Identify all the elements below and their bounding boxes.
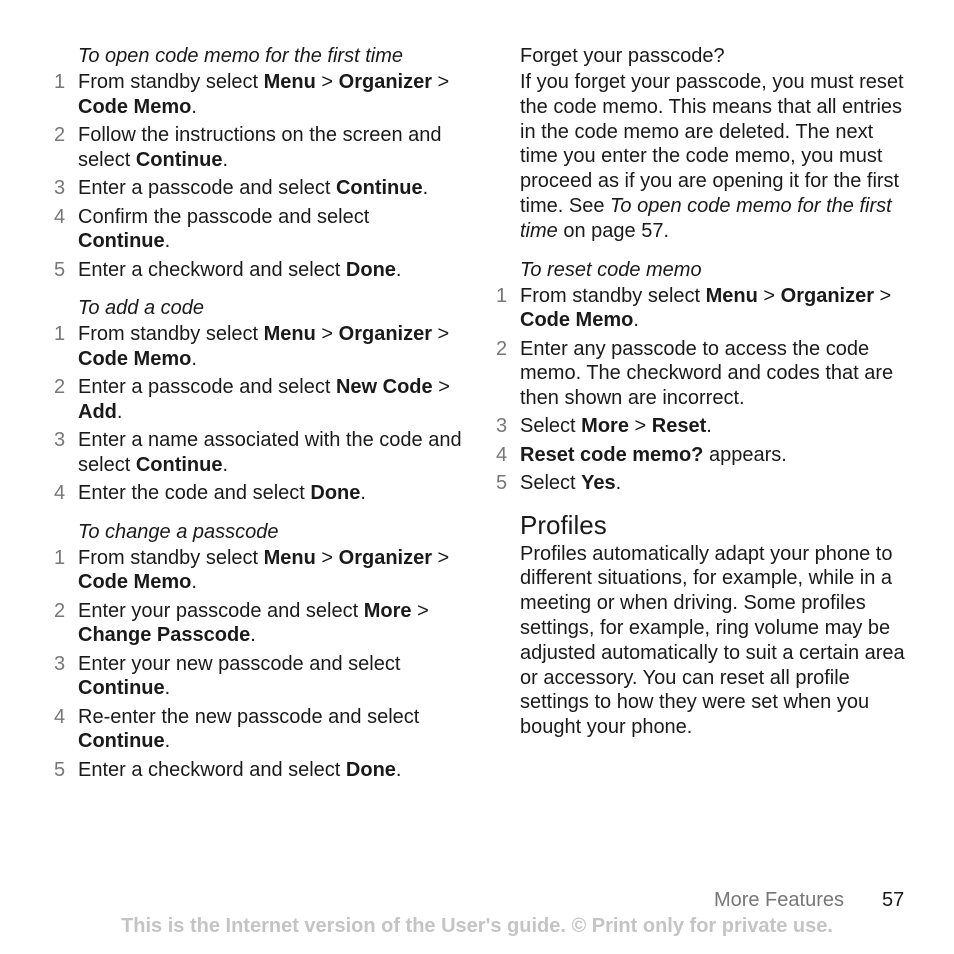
- step-number: 3: [54, 177, 66, 199]
- step-number: 4: [496, 443, 508, 466]
- step-number: 3: [54, 652, 66, 675]
- step-item: [54, 428, 464, 477]
- page-number: 57: [882, 889, 905, 911]
- step-number: 2: [54, 599, 66, 622]
- step-item: [496, 337, 906, 411]
- step-text: Enter a name associated with the code and select Continue.: [78, 429, 462, 476]
- step-text: From standby select Menu > Organizer > Code Memo.: [520, 284, 892, 332]
- step-item: [54, 758, 464, 783]
- step-text: Enter your passcode and select More > Change Passcode.: [78, 599, 429, 646]
- step-number: 1: [54, 323, 66, 345]
- step-item: [54, 652, 464, 701]
- step-item: [54, 123, 464, 172]
- step-item: [54, 705, 464, 754]
- step-number: 3: [496, 415, 508, 438]
- reset-code-memo-section: [496, 258, 906, 496]
- step-text: From standby select Menu > Organizer > Code Memo.: [78, 546, 450, 593]
- step-number: 1: [54, 546, 66, 569]
- step-item: [54, 70, 464, 119]
- step-text: Enter a passcode and select Continue.: [78, 177, 429, 199]
- profiles-section: [496, 510, 906, 740]
- step-text: From standby select Menu > Organizer > Code Memo.: [78, 71, 450, 118]
- step-item: [54, 176, 464, 201]
- profiles-text: Profiles automatically adapt your phone to different situations, for example, while in a meeting or when driving. Some profiles settings, for example, ring volume may be adjusted automatically to suit a certain area or accessory. You can reset all profile settings to how they were set when you bought your phone.: [520, 542, 905, 739]
- section-title: To add a code: [78, 297, 205, 319]
- step-number: 4: [54, 705, 66, 728]
- step-text: Confirm the passcode and select Continue.: [78, 205, 370, 252]
- step-item: [496, 443, 906, 468]
- step-number: 1: [496, 284, 508, 307]
- step-text: Enter any passcode to access the code memo. The checkword and codes that are then shown are incorrect.: [520, 337, 894, 409]
- footer-note: This is the Internet version of the User's guide. © Print only for private use.: [121, 915, 833, 937]
- step-text: Enter your new passcode and select Continue.: [78, 652, 401, 699]
- step-number: 4: [54, 205, 66, 228]
- section-title: To open code memo for the first time: [78, 45, 403, 67]
- step-number: 4: [54, 482, 66, 504]
- forget-passcode-section: [496, 44, 906, 244]
- left-column: [54, 44, 464, 796]
- step-item: [496, 414, 906, 439]
- step-text: Reset code memo? appears.: [520, 443, 787, 466]
- step-text: Re-enter the new passcode and select Continue.: [78, 705, 420, 752]
- procedure-section: [54, 520, 464, 783]
- step-text: Enter a checkword and select Done.: [78, 758, 402, 781]
- step-number: 2: [496, 337, 508, 360]
- step-item: [54, 375, 464, 424]
- step-text: Follow the instructions on the screen and select Continue.: [78, 124, 442, 171]
- step-number: 2: [54, 124, 66, 146]
- forget-passcode-title: Forget your passcode?: [520, 45, 725, 67]
- step-item: [54, 258, 464, 283]
- step-number: 2: [54, 376, 66, 398]
- step-text: From standby select Menu > Organizer > Code Memo.: [78, 323, 450, 370]
- section-title: To change a passcode: [78, 520, 279, 543]
- step-number: 5: [496, 472, 508, 495]
- step-item: [496, 284, 906, 333]
- procedure-section: [54, 296, 464, 506]
- forget-passcode-text: If you forget your passcode, you must reset the code memo. This means that all entries in the code memo are deleted. The next time you enter the code memo, you must proceed as if you are opening it for the first time. See To open code memo for the first time on page 57.: [520, 71, 904, 242]
- profiles-heading: Profiles: [520, 509, 607, 540]
- step-item: [496, 471, 906, 496]
- right-column: [496, 44, 906, 754]
- procedure-section: [54, 44, 464, 282]
- section-title: To reset code memo: [520, 258, 702, 281]
- step-item: [54, 546, 464, 595]
- step-text: Select More > Reset.: [520, 415, 712, 438]
- step-text: Enter the code and select Done.: [78, 482, 366, 504]
- step-number: 5: [54, 758, 66, 781]
- step-number: 1: [54, 71, 66, 93]
- step-text: Select Yes.: [520, 472, 622, 495]
- step-item: [54, 322, 464, 371]
- step-text: Enter a passcode and select New Code > Add.: [78, 376, 450, 423]
- step-text: Enter a checkword and select Done.: [78, 258, 402, 281]
- footer-section-name: More Features: [713, 889, 844, 911]
- step-item: [54, 599, 464, 648]
- step-item: [54, 481, 464, 506]
- step-number: 5: [54, 258, 66, 281]
- step-number: 3: [54, 429, 66, 451]
- step-item: [54, 205, 464, 254]
